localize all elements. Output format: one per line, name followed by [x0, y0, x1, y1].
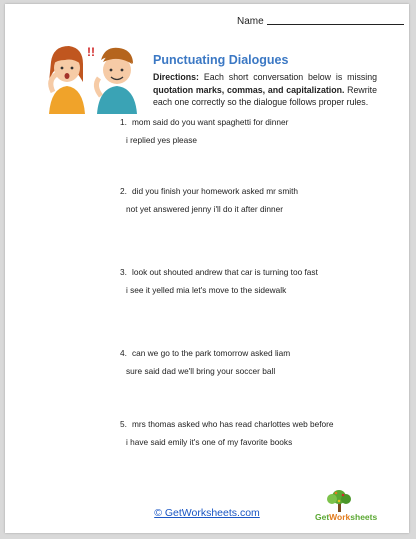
directions-bold-text: quotation marks, commas, and capitalization. [153, 84, 345, 95]
question-line-2: i have said emily it's one of my favorite books [126, 437, 293, 447]
name-blank-line [267, 23, 404, 25]
getworksheets-link[interactable]: © GetWorksheets.com [154, 507, 260, 519]
directions-text [153, 71, 377, 109]
getworksheets-logo [315, 488, 395, 528]
kids-talking-illustration [43, 42, 145, 114]
question-number: 2. [120, 186, 127, 196]
directions-part2: Rewrite each one correctly so the dialogue follows proper rules. [153, 84, 377, 107]
worksheet-page [5, 4, 409, 533]
svg-text:!!: !! [87, 45, 95, 59]
logo-text-work: Work [329, 512, 351, 522]
question-line-1: mom said do you want spaghetti for dinner [132, 117, 289, 127]
question-number: 5. [120, 419, 127, 429]
question-number: 1. [120, 117, 127, 127]
tree-icon [315, 488, 395, 514]
question-line-1: mrs thomas asked who has read charlottes web before [132, 419, 334, 429]
question-line-1: did you finish your homework asked mr smith [132, 186, 299, 196]
question-line-2: i replied yes please [126, 135, 198, 145]
question-line-2: sure said dad we'll bring your soccer ball [126, 366, 276, 376]
directions-label: Directions: [153, 72, 199, 82]
question-line-1: look out shouted andrew that car is turning too fast [132, 267, 318, 277]
directions-part1: Each short conversation below is missing [198, 72, 377, 82]
name-field [237, 16, 404, 27]
question-number: 3. [120, 267, 127, 277]
question-number: 4. [120, 348, 127, 358]
question-line-1: can we go to the park tomorrow asked liam [132, 348, 291, 358]
worksheet-title: Punctuating Dialogues [153, 53, 289, 67]
logo-text-get: Get [315, 512, 330, 522]
question-line-2: not yet answered jenny i'll do it after dinner [126, 204, 284, 214]
logo-wordmark [315, 512, 377, 522]
question-line-2: i see it yelled mia let's move to the sidewalk [126, 285, 287, 295]
logo-text-sheets: sheets [350, 512, 378, 522]
name-label: Name [237, 16, 264, 27]
